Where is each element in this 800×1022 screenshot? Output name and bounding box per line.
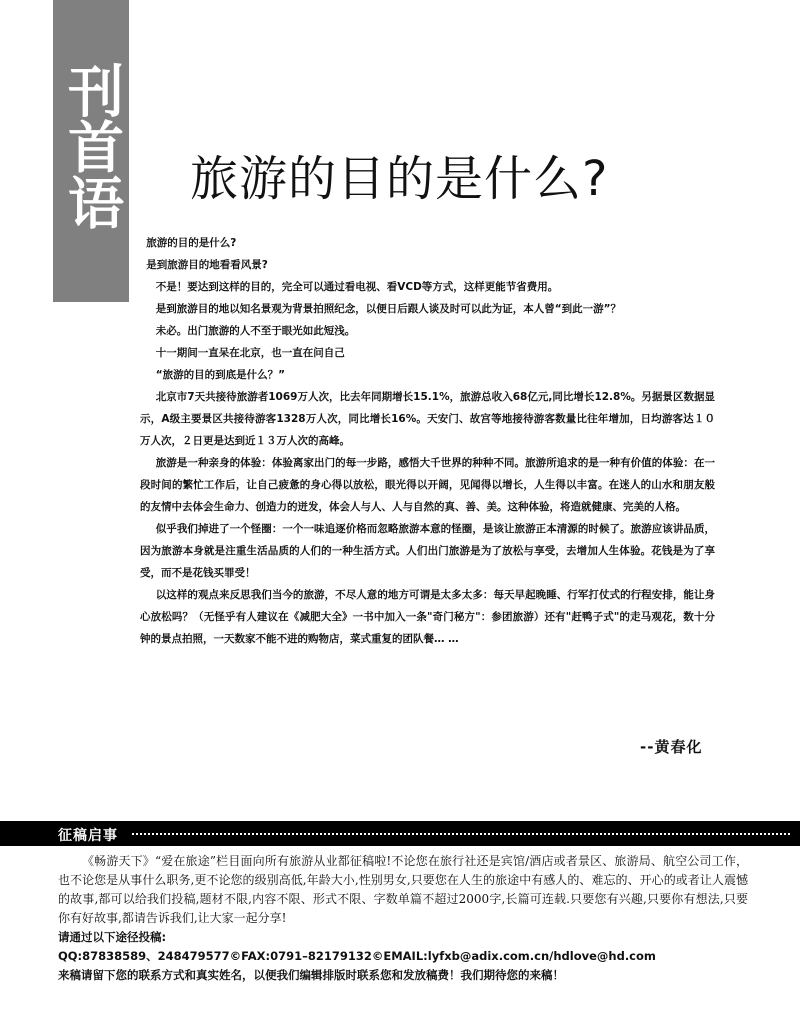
- paragraph: 十一期间一直呆在北京，也一直在问自己: [155, 347, 345, 359]
- notice-body: 《畅游天下》“爱在旅途”栏目面向所有旅游从业都征稿啦!不论您在旅行社还是宾馆/酒店或者景区、旅游局、航空公司工作，也不论您是从事什么职务,更不论您的级别高低,年龄大小,性别男女,只要您在人生的旅途中有感人的、难忘的、开心的或者让人震憾的故事,都可以给我们投稿,题材不限,内容不限、形式不限、字数单篇不超过2000字,长篇可连载.只要您有兴趣,只要你有想法,只要你有好故事,都请告诉我们,让大家一起分享!: [58, 854, 748, 925]
- paragraph: 是到旅游目的地看看风景?: [146, 259, 268, 271]
- paragraph: “旅游的目的到底是什么？”: [155, 369, 286, 381]
- notice-header-bar: [0, 821, 800, 846]
- column-label-box: [53, 0, 129, 302]
- dotted-divider: [132, 833, 790, 835]
- paragraph: 是到旅游目的地以知名景观为背景拍照纪念，以便日后跟人谈及时可以此为证，本人曾“到此一游”？: [155, 303, 622, 315]
- paragraph: 未必。出门旅游的人不至于眼光如此短浅。: [155, 325, 356, 337]
- column-label: 刊首语: [59, 62, 125, 230]
- contact-heading: 请通过以下途径投稿:: [58, 930, 167, 944]
- contact-details: QQ:87838589、248479577©FAX:0791–82179132©EMAIL:lyfxb@adix.com.cn/hdlove@hd.com: [58, 949, 656, 963]
- paragraph: 不是！要达到这样的目的，完全可以通过看电视、看VCD等方式，这样更能节省费用。: [155, 281, 559, 293]
- article-title: 旅游的目的是什么?: [190, 151, 609, 208]
- paragraph: 旅游的目的是什么?: [146, 237, 237, 249]
- paragraph: 旅游是一种亲身的体验：体验离家出门的每一步路，感悟大千世界的种种不同。旅游所追求的是一种有价值的体验：在一段时间的繁忙工作后，让自己疲惫的身心得以放松，眼光得以开阔，见闻得以增长，人生得以丰富。在迷人的山水和朋友般的友情中去体会生命力、创造力的迸发，体会人与人、人与自然的真、善、美。这种体验，将造就健康、完美的人格。: [140, 457, 715, 513]
- contact-request: 来稿请留下您的联系方式和真实姓名，以便我们编辑排版时联系您和发放稿费！我们期待您的来稿！: [58, 968, 564, 982]
- paragraph: 以这样的观点来反思我们当今的旅游，不尽人意的地方可谓是太多太多：每天早起晚睡、行军打仗式的行程安排，能让身心放松吗？（无怪乎有人建议在《减肥大全》一书中加入一条"奇门秘方"：参团旅游）还有"赶鸭子式"的走马观花，数十分钟的景点拍照，一天数家不能不进的购物店，菜式重复的团队餐… …: [140, 589, 715, 645]
- author-signature: --黄春化: [640, 738, 703, 756]
- paragraph: 北京市7天共接待旅游者1069万人次，比去年同期增长15.1%，旅游总收入68亿元,同比增长12.8%。另据景区数据显示，A级主要景区共接待游客1328万人次，同比增长16%。天安门、故宫等地接待游客数量比往年增加，日均游客达１０万人次，２日更是达到近１３万人次的高峰。: [140, 391, 715, 447]
- article-body: [140, 232, 715, 650]
- paragraph: 似乎我们掉进了一个怪圈：一个一味追逐价格而忽略旅游本意的怪圈，是该让旅游正本清源的时候了。旅游应该讲品质，因为旅游本身就是注重生活品质的人们的一种生活方式。人们出门旅游是为了放松与享受，去增加人生体验。花钱是为了享受，而不是花钱买罪受！: [140, 523, 715, 579]
- notice-title: 征稿启事: [58, 828, 118, 844]
